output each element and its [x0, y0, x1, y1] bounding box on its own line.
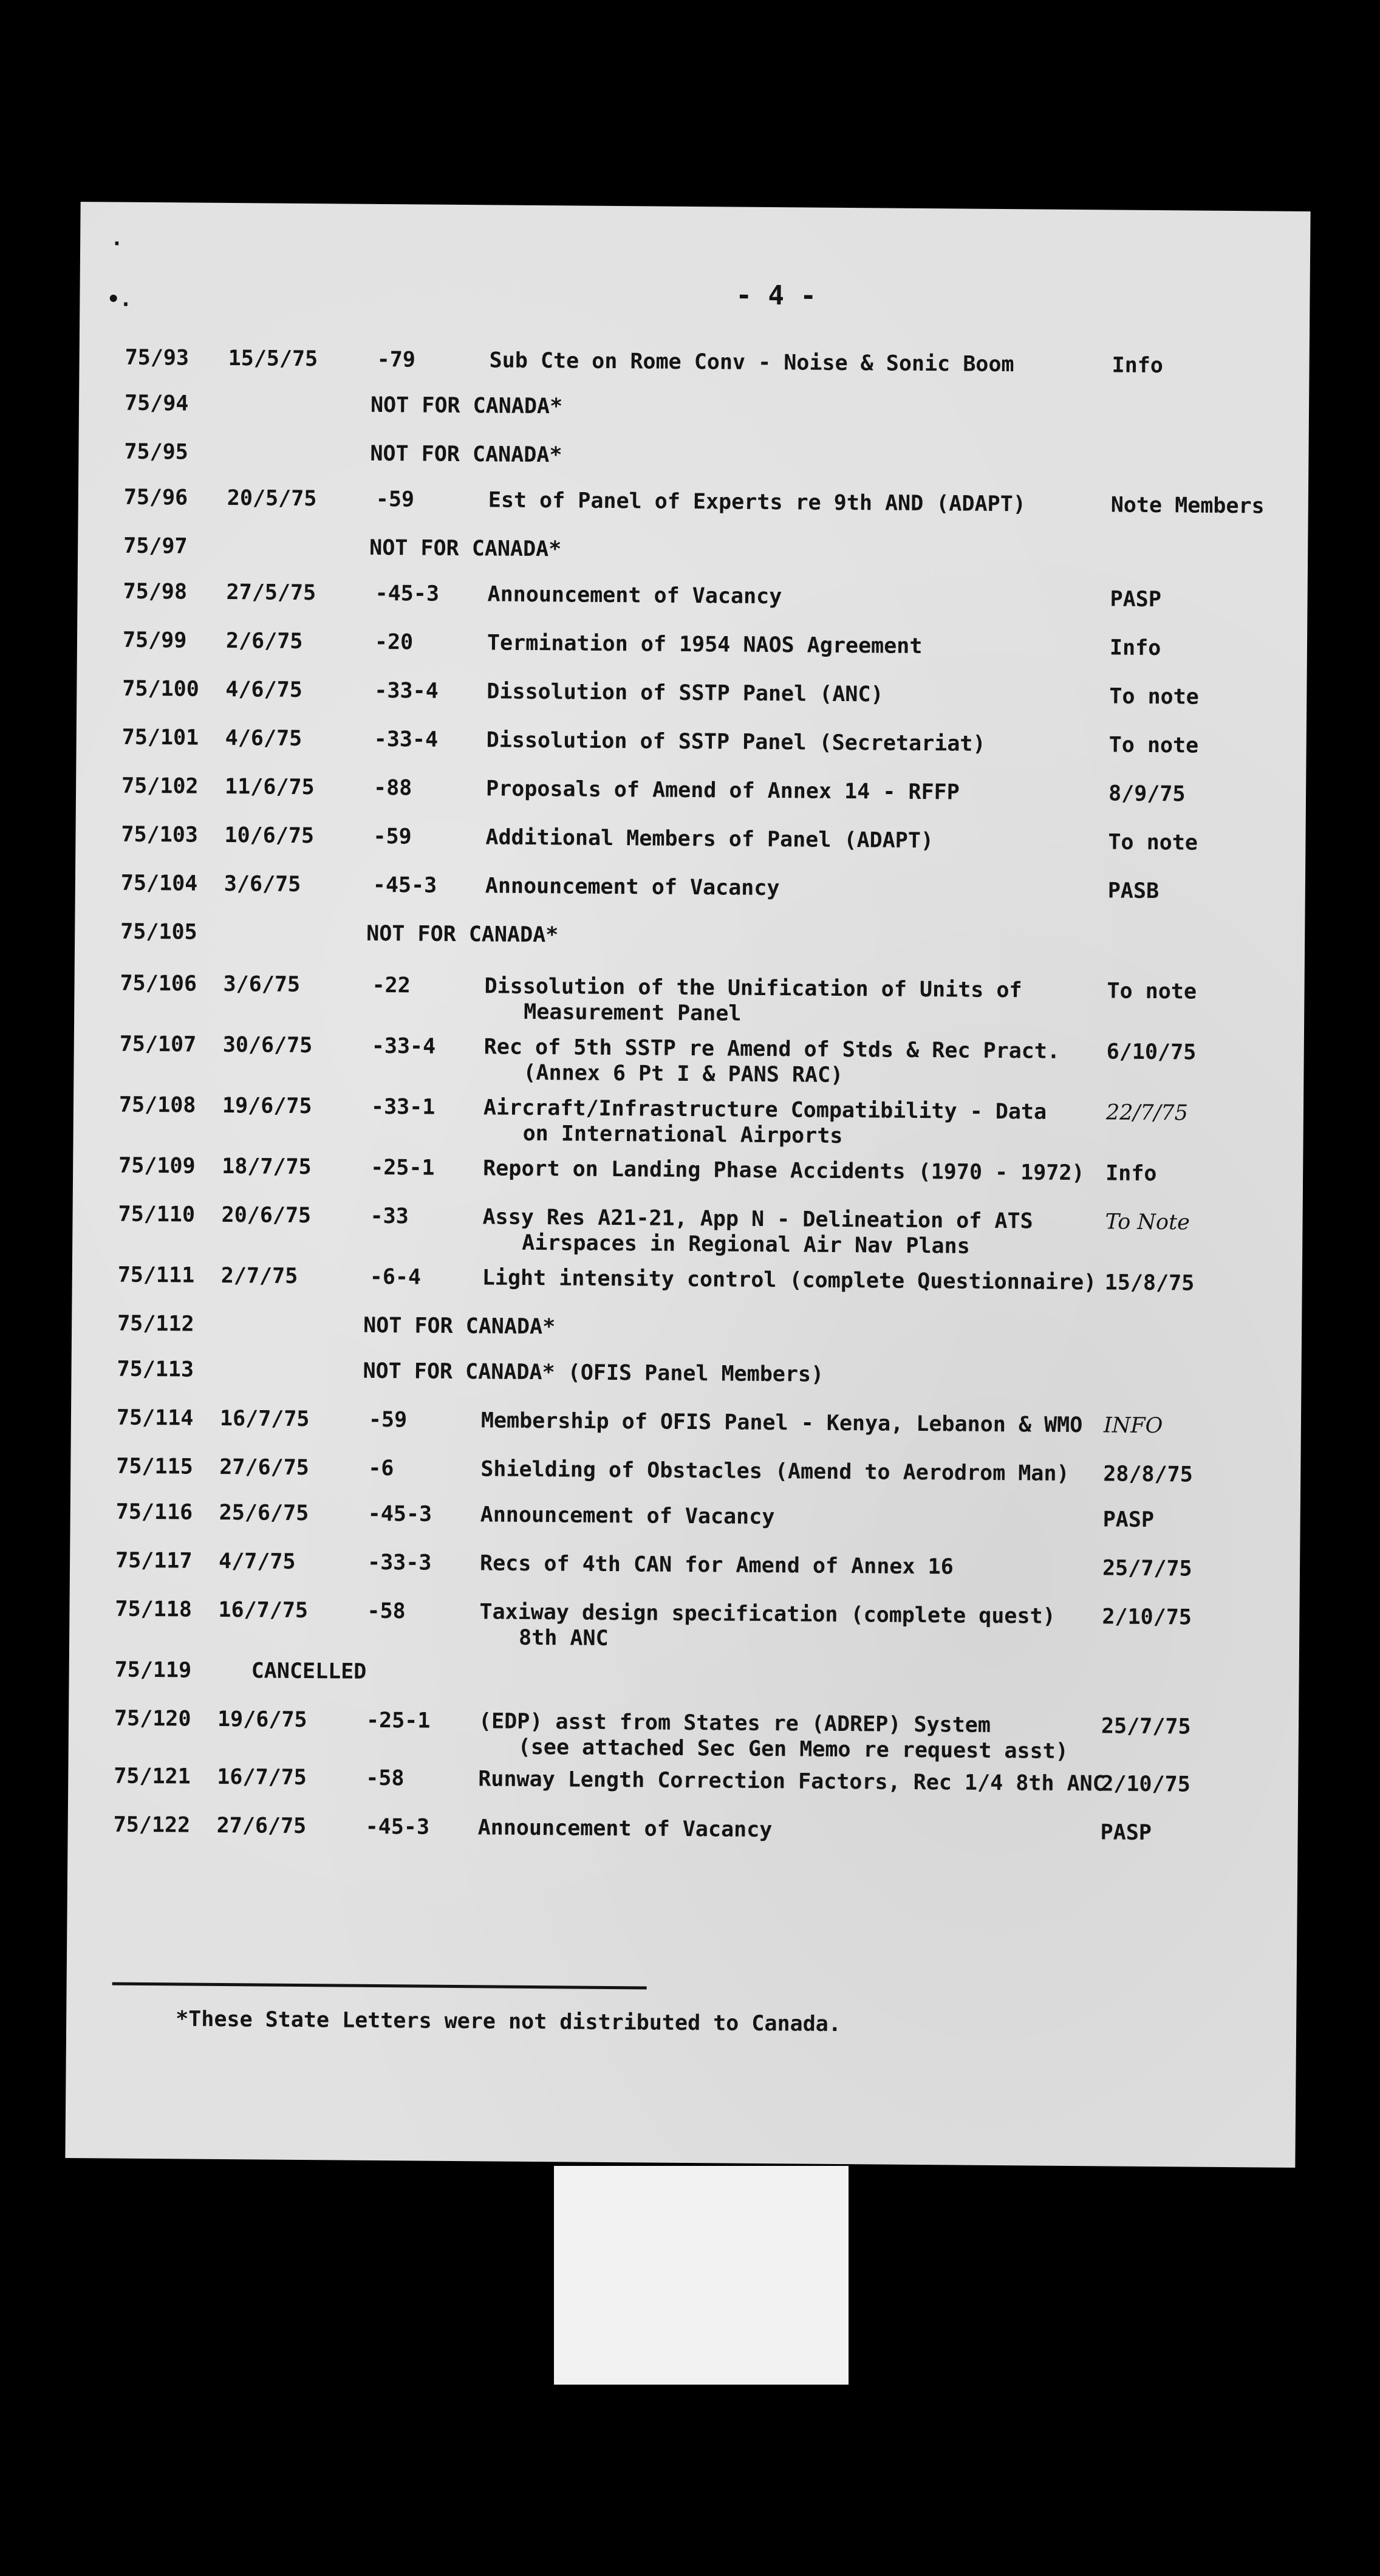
letter-entry: [72, 1201, 1303, 1266]
letter-date: 4/6/75: [225, 725, 302, 751]
letter-action: 25/7/75: [1101, 1714, 1191, 1739]
letter-number: 75/112: [117, 1311, 194, 1337]
letter-reference-code: -45-3: [367, 1501, 432, 1527]
letter-subject: Proposals of Amend of Annex 14 - RFFP: [485, 776, 960, 805]
cancelled-note: CANCELLED: [251, 1659, 367, 1684]
letter-action: 6/10/75: [1106, 1040, 1197, 1065]
letter-subject: Membership of OFIS Panel - Kenya, Lebanon & WMO: [480, 1408, 1083, 1438]
letter-date: 27/6/75: [216, 1813, 307, 1839]
letter-number: 75/96: [123, 485, 188, 510]
letter-date: 3/6/75: [223, 971, 301, 997]
letter-action: To Note: [1105, 1210, 1190, 1235]
letter-action: Note Members: [1110, 493, 1265, 519]
letter-subject: Assy Res A21-21, App N - Delineation of ATS: [482, 1205, 1033, 1234]
letter-subject: Taxiway design specification (complete quest): [479, 1600, 1056, 1629]
letter-number: 75/104: [120, 871, 198, 896]
letter-subject: Shielding of Obstacles (Amend to Aerodrom Man): [480, 1457, 1070, 1486]
letter-action: 2/10/75: [1102, 1605, 1192, 1630]
letter-reference-code: -45-3: [372, 872, 437, 898]
letter-subject-continued: Measurement Panel: [524, 999, 742, 1026]
footnote: *These State Letters were not distributed to Canada.: [176, 2007, 842, 2037]
letter-date: 27/5/75: [226, 580, 316, 606]
not-for-canada-note: NOT FOR CANADA* (OFIS Panel Members): [363, 1358, 824, 1387]
letter-reference-code: -58: [367, 1598, 406, 1624]
letter-action: INFO: [1103, 1413, 1163, 1439]
letter-action: To note: [1108, 733, 1199, 758]
letter-number: 75/119: [114, 1657, 192, 1683]
letter-subject-continued: Airspaces in Regional Air Nav Plans: [522, 1230, 970, 1259]
letter-subject: Termination of 1954 NAOS Agreement: [487, 631, 923, 659]
letter-date: 30/6/75: [222, 1032, 313, 1058]
letter-subject: Light intensity control (complete Questionnaire): [482, 1266, 1097, 1295]
letter-number: 75/120: [114, 1706, 191, 1732]
letter-reference-code: -33-4: [374, 727, 439, 752]
letter-date: 19/6/75: [217, 1707, 307, 1733]
letter-number: 75/116: [115, 1499, 193, 1525]
letter-number: 75/122: [113, 1812, 191, 1838]
letter-subject-continued: (see attached Sec Gen Memo re request asst): [518, 1735, 1068, 1764]
letter-date: 3/6/75: [224, 871, 301, 897]
letter-entry: [69, 1705, 1299, 1770]
letter-subject: Dissolution of SSTP Panel (Secretariat): [486, 728, 986, 756]
letter-subject: Runway Length Correction Factors, Rec 1/4 8th ANC: [478, 1767, 1105, 1797]
letter-date: 16/7/75: [217, 1764, 307, 1790]
letter-subject: Sub Cte on Rome Conv - Noise & Sonic Boom: [489, 348, 1014, 377]
letter-reference-code: -59: [368, 1407, 408, 1433]
page-number: - 4 -: [736, 279, 817, 312]
letter-subject-continued: (Annex 6 Pt I & PANS RAC): [523, 1060, 844, 1088]
letter-date: 20/5/75: [227, 486, 317, 512]
letter-subject: Aircraft/Infrastructure Compatibility - Data: [483, 1095, 1047, 1125]
letter-entry: [74, 970, 1305, 1035]
letter-number: 75/121: [114, 1764, 191, 1789]
letter-reference-code: -33: [370, 1204, 409, 1229]
letter-action: PASB: [1107, 879, 1160, 904]
letter-entry: [73, 1031, 1304, 1095]
letter-action: PASP: [1110, 587, 1162, 612]
letter-date: 19/6/75: [222, 1093, 312, 1119]
letter-number: 75/101: [121, 725, 199, 750]
letter-number: 75/95: [124, 439, 188, 465]
letter-action: 22/7/75: [1105, 1100, 1189, 1126]
letter-number: 75/114: [116, 1405, 194, 1431]
letter-action: Info: [1112, 353, 1164, 379]
letter-action: 15/8/75: [1104, 1270, 1195, 1296]
letter-subject: Dissolution of SSTP Panel (ANC): [487, 679, 884, 707]
document-sheet: [65, 202, 1310, 2168]
letter-reference-code: -20: [374, 629, 414, 655]
letter-date: 16/7/75: [219, 1406, 310, 1432]
letter-action: 25/7/75: [1102, 1556, 1192, 1581]
letter-entry: [73, 1092, 1303, 1156]
letter-date: 2/7/75: [220, 1263, 298, 1289]
letter-subject: Dissolution of the Unification of Units of: [484, 974, 1022, 1003]
state-letter-list: [81, 202, 1311, 1846]
letter-reference-code: -25-1: [371, 1155, 435, 1180]
letter-subject-continued: on International Airports: [522, 1121, 843, 1148]
letter-number: 75/106: [120, 971, 197, 996]
letter-number: 75/102: [121, 773, 199, 799]
letter-number: 75/98: [123, 579, 188, 605]
letter-subject: Announcement of Vacancy: [485, 874, 780, 901]
letter-action: PASP: [1100, 1820, 1152, 1846]
margin-mark: •.: [107, 287, 132, 312]
letter-action: Info: [1105, 1161, 1157, 1187]
letter-date: 4/6/75: [225, 677, 302, 702]
letter-action: 8/9/75: [1108, 781, 1186, 807]
letter-reference-code: -22: [372, 973, 411, 998]
letter-date: 11/6/75: [224, 774, 315, 800]
letter-number: 75/94: [124, 391, 189, 416]
letter-number: 75/97: [123, 533, 188, 559]
letter-number: 75/108: [118, 1092, 196, 1118]
letter-number: 75/103: [121, 822, 199, 848]
letter-subject: Announcement of Vacancy: [480, 1502, 775, 1530]
letter-number: 75/115: [116, 1454, 193, 1479]
not-for-canada-note: NOT FOR CANADA*: [370, 392, 563, 419]
letter-entry: [67, 1812, 1298, 1876]
letter-subject: Announcement of Vacancy: [487, 582, 782, 609]
letter-subject: Report on Landing Phase Accidents (1970 - 1972): [483, 1156, 1085, 1186]
margin-mark: .: [111, 226, 123, 251]
divider-line: [112, 1982, 647, 1990]
letter-number: 75/93: [125, 345, 190, 371]
letter-subject: Announcement of Vacancy: [477, 1815, 773, 1843]
letter-subject: (EDP) asst from States re (ADREP) System: [478, 1709, 991, 1738]
letter-reference-code: -6-4: [369, 1264, 422, 1290]
letter-subject: Additional Members of Panel (ADAPT): [485, 825, 934, 854]
letter-number: 75/99: [122, 628, 187, 653]
letter-date: 25/6/75: [219, 1500, 309, 1526]
letter-reference-code: -59: [373, 824, 412, 849]
letter-subject: Recs of 4th CAN for Amend of Annex 16: [479, 1551, 954, 1580]
not-for-canada-note: NOT FOR CANADA*: [370, 441, 562, 468]
letter-date: 10/6/75: [224, 823, 315, 849]
not-for-canada-note: NOT FOR CANADA*: [369, 535, 562, 562]
letter-number: 75/105: [120, 919, 197, 945]
not-for-canada-note: NOT FOR CANADA*: [366, 921, 559, 948]
letter-reference-code: -33-1: [371, 1094, 436, 1120]
letter-date: 18/7/75: [222, 1154, 312, 1180]
letter-reference-code: -33-3: [367, 1550, 432, 1575]
letter-reference-code: -33-4: [371, 1033, 436, 1059]
letter-reference-code: -45-3: [375, 581, 440, 606]
letter-date: 16/7/75: [218, 1597, 309, 1623]
blank-label-slip: [554, 2166, 849, 2385]
letter-subject: Est of Panel of Experts re 9th AND (ADAPT): [488, 488, 1026, 517]
letter-reference-code: -59: [375, 487, 415, 512]
letter-number: 75/118: [115, 1597, 193, 1622]
letter-action: To note: [1109, 684, 1200, 710]
letter-action: 2/10/75: [1101, 1772, 1190, 1797]
letter-date: 2/6/75: [225, 629, 303, 654]
letter-number: 75/117: [115, 1548, 193, 1574]
letter-reference-code: -33-4: [374, 678, 439, 704]
letter-action: Info: [1109, 635, 1161, 661]
letter-action: To note: [1107, 979, 1197, 1004]
letter-action: 28/8/75: [1103, 1462, 1193, 1487]
letter-reference-code: -6: [368, 1456, 394, 1481]
letter-reference-code: -45-3: [365, 1814, 430, 1840]
letter-reference-code: -79: [377, 347, 416, 372]
letter-date: 27/6/75: [219, 1454, 309, 1481]
letter-entry: [69, 1596, 1300, 1660]
letter-number: 75/113: [117, 1357, 194, 1382]
letter-date: 15/5/75: [228, 346, 318, 372]
letter-reference-code: -58: [366, 1766, 405, 1791]
letter-action: PASP: [1102, 1507, 1155, 1533]
letter-number: 75/100: [122, 676, 199, 702]
letter-subject: Rec of 5th SSTP re Amend of Stds & Rec Pract.: [483, 1035, 1061, 1064]
letter-action: To note: [1108, 830, 1198, 855]
letter-number: 75/111: [117, 1262, 195, 1288]
letter-date: 4/7/75: [218, 1549, 296, 1574]
letter-reference-code: -88: [373, 775, 412, 801]
letter-date: 20/6/75: [221, 1202, 312, 1228]
letter-number: 75/110: [118, 1202, 196, 1227]
letter-subject-continued: 8th ANC: [518, 1625, 609, 1651]
letter-number: 75/109: [118, 1153, 196, 1179]
not-for-canada-note: NOT FOR CANADA*: [363, 1313, 556, 1340]
letter-number: 75/107: [119, 1032, 197, 1057]
letter-reference-code: -25-1: [366, 1708, 431, 1733]
